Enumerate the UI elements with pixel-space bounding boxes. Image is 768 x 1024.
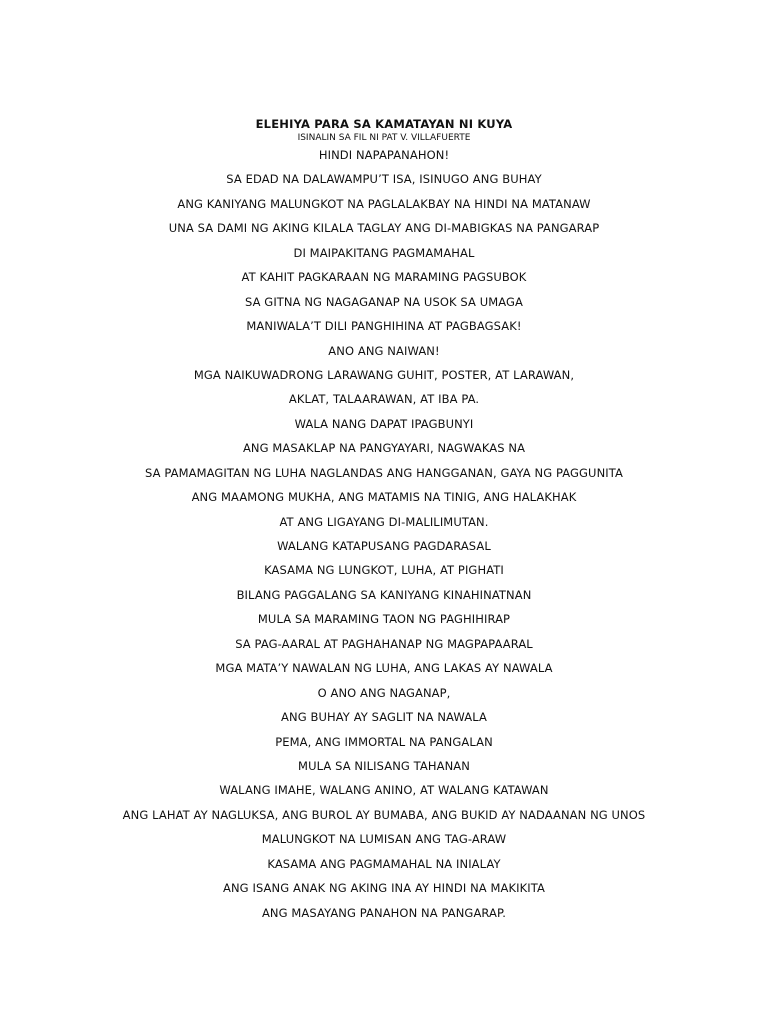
- poem-line: MALUNGKOT NA LUMISAN ANG TAG-ARAW: [261, 832, 507, 847]
- poem-line: ANG KANIYANG MALUNGKOT NA PAGLALAKBAY NA HINDI NA MATANAW: [177, 196, 591, 211]
- poem-line: AT ANG LIGAYANG DI-MALILIMUTAN.: [279, 514, 489, 529]
- poem-line: MULA SA MARAMING TAON NG PAGHIHIRAP: [257, 612, 511, 627]
- poem-line: WALANG KATAPUSANG PAGDARASAL: [277, 539, 491, 553]
- poem-line: ANO ANG NAIWAN!: [328, 343, 440, 358]
- poem-line: HINDI NAPAPANAHON!: [318, 148, 450, 162]
- poem-line: SA PAMAMAGITAN NG LUHA NAGLANDAS ANG HANGGANAN, GAYA NG PAGGUNITA: [145, 465, 623, 480]
- poem-title: ELEHIYA PARA SA KAMATAYAN NI KUYA: [255, 117, 513, 131]
- poem-line: KASAMA ANG PAGMAMAHAL NA INIALAY: [267, 856, 501, 871]
- poem-line: ANG ISANG ANAK NG AKING INA AY HINDI NA MAKIKITA: [223, 881, 545, 896]
- poem-line: PEMA, ANG IMMORTAL NA PANGALAN: [275, 734, 493, 749]
- poem-line: SA GITNA NG NAGAGANAP NA USOK SA UMAGA: [244, 294, 524, 309]
- poem-line: UNA SA DAMI NG AKING KILALA TAGLAY ANG DI-MABIGKAS NA PANGARAP: [168, 221, 600, 236]
- poem-line: DI MAIPAKITANG PAGMAMAHAL: [293, 245, 475, 260]
- translator-credit: ISINALIN SA FIL NI PAT V. VILLAFUERTE: [297, 133, 471, 143]
- poem-line: SA PAG-AARAL AT PAGHAHANAP NG MAGPAPAARAL: [235, 636, 533, 651]
- poem-line: WALA NANG DAPAT IPAGBUNYI: [294, 416, 474, 431]
- poem-line: ANG MAAMONG MUKHA, ANG MATAMIS NA TINIG, ANG HALAKHAK: [191, 490, 577, 505]
- poem-line: AT KAHIT PAGKARAAN NG MARAMING PAGSUBOK: [241, 270, 527, 285]
- poem-line: BILANG PAGGALANG SA KANIYANG KINAHINATNAN: [236, 587, 532, 602]
- poem-line: ANG BUHAY AY SAGLIT NA NAWALA: [281, 710, 487, 725]
- poem-line: KASAMA NG LUNGKOT, LUHA, AT PIGHATI: [264, 563, 504, 578]
- poem-line: AKLAT, TALAARAWAN, AT IBA PA.: [288, 392, 480, 407]
- poem-line: SA EDAD NA DALAWAMPU’T ISA, ISINUGO ANG BUHAY: [226, 172, 542, 187]
- poem-line: O ANO ANG NAGANAP,: [317, 685, 451, 700]
- poem-line: MGA NAIKUWADRONG LARAWANG GUHIT, POSTER, AT LARAWAN,: [193, 367, 575, 382]
- poem-line: ANG LAHAT AY NAGLUKSA, ANG BUROL AY BUMABA, ANG BUKID AY NADAANAN NG UNOS: [122, 807, 646, 822]
- poem-line: WALANG IMAHE, WALANG ANINO, AT WALANG KATAWAN: [219, 783, 549, 798]
- poem-line: ANG MASAYANG PANAHON NA PANGARAP.: [261, 905, 507, 920]
- poem-line: MGA MATA’Y NAWALAN NG LUHA, ANG LAKAS AY NAWALA: [215, 661, 553, 676]
- poem-body: [0, 147, 768, 929]
- poem-line: ANG MASAKLAP NA PANGYAYARI, NAGWAKAS NA: [242, 441, 526, 456]
- poem-line: MANIWALA’T DILI PANGHIHINA AT PAGBAGSAK!: [246, 319, 522, 334]
- poem-line: MULA SA NILISANG TAHANAN: [298, 758, 470, 773]
